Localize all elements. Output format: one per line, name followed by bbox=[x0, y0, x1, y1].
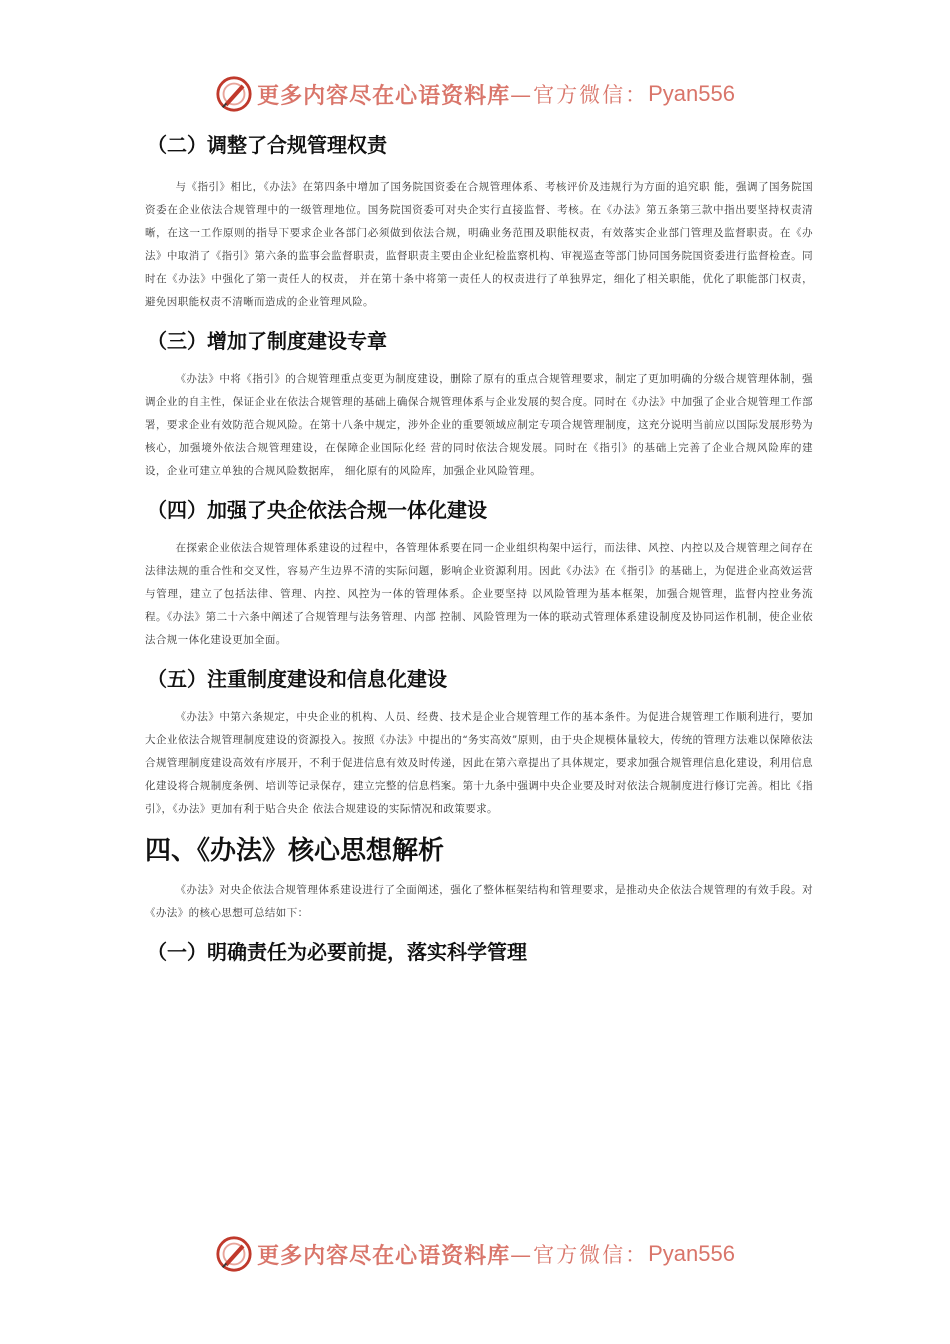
banner-official-text: —官方微信： bbox=[510, 83, 649, 107]
seal-logo-icon bbox=[215, 75, 253, 113]
document-body bbox=[145, 128, 813, 969]
section-paragraph: 《办法》中第六条规定，中央企业的机构、人员、经费、技术是企业合规管理工作的基本条件。为促进合规管理工作顺利进行，要加大企业依法合规管理制度建设的资源投入。按照《办法》中提出的“务实高效”原则，由于央企规模体量较大，传统的管理方法难以保障依法合规管理制度建设高效有序展开，不利于促进信息有效及时传递，因此在第六章提出了具体规定，要求加强合规管理信息化建设，利用信息化建设将合规制度条例、培训等记录保存，建立完整的信息档案。第十九条中强调中央企业要及时对依法合规制度进行修订完善。相比《指引》，《办法》更加有利于贴合央企 依法合规建设的实际情况和政策要求。 bbox=[145, 711, 813, 815]
banner-official-text: —官方微信： bbox=[510, 1243, 649, 1267]
banner-wechat-id: Pyan556 bbox=[648, 81, 735, 106]
section-2 bbox=[145, 128, 813, 314]
section-title: （五）注重制度建设和信息化建设 bbox=[147, 667, 447, 691]
section-4 bbox=[145, 493, 813, 652]
section-paragraph: 与《指引》相比，《办法》在第四条中增加了国务院国资委在合规管理体系、考核评价及违规行为方面的追究职 能，强调了国务院国资委在企业依法合规管理中的一级管理地位。国务院国资委可对央企实行直接监督、考核。在《办法》第五条第三款中指出要坚持权责清晰，在这一工作原则的指导下要求企业各部门必须做到依法合规，明确业务范围及职能权责，有效落实企业部门管理及监督职责。在《办法》中取消了《指引》第六条的监事会监督职责，监督职责主要由企业纪检监察机构、审视巡查等部门协同国务院国资委进行监督检查。同时在《办法》中强化了第一责任人的权责， 并在第十条中将第一责任人的权责进行了单独界定，细化了相关职能，优化了职能部门权责，避免因职能权责不清晰而造成的企业管理风险。 bbox=[145, 181, 813, 308]
section-title: （二）调整了合规管理权责 bbox=[147, 133, 387, 157]
footer-banner bbox=[0, 1232, 950, 1276]
chapter-4 bbox=[145, 829, 813, 969]
chapter-first-subtitle: （一）明确责任为必要前提，落实科学管理 bbox=[147, 940, 527, 964]
banner-brand-text: 更多内容尽在心语资料库 bbox=[257, 1242, 511, 1269]
banner-wechat-id: Pyan556 bbox=[648, 1241, 735, 1266]
seal-logo-icon bbox=[215, 1235, 253, 1273]
section-3 bbox=[145, 324, 813, 483]
section-5 bbox=[145, 662, 813, 821]
section-paragraph: 《办法》中将《指引》的合规管理重点变更为制度建设，删除了原有的重点合规管理要求，制定了更加明确的分级合规管理体制，强调企业的自主性，保证企业在依法合规管理的基础上确保合规管理体系与企业发展的契合度。同时在《办法》中加强了企业合规管理工作部署，要求企业有效防范合规风险。在第十八条中规定，涉外企业的重要领域应制定专项合规管理制度，这充分说明当前应以国际发展形势为核心，加强境外依法合规管理建设，在保障企业国际化经 营的同时依法合规发展。同时在《指引》的基础上完善了企业合规风险库的建设，企业可建立单独的合规风险数据库， 细化原有的风险库，加强企业风险管理。 bbox=[145, 373, 813, 477]
header-banner bbox=[0, 72, 950, 116]
chapter-intro: 《办法》对央企依法合规管理体系建设进行了全面阐述，强化了整体框架结构和管理要求，是推动央企依法合规管理的有效手段。对《办法》的核心思想可总结如下： bbox=[145, 884, 813, 919]
chapter-title: 四、《办法》核心思想解析 bbox=[145, 836, 445, 866]
section-paragraph: 在探索企业依法合规管理体系建设的过程中，各管理体系要在同一企业组织构架中运行，而法律、风控、内控以及合规管理之间存在法律法规的重合性和交叉性，容易产生边界不清的实际问题，影响企业资源利用。因此《办法》在《指引》的基础上，为促进企业高效运营与管理，建立了包括法律、管理、内控、风控为一体的管理体系。企业要坚持 以风险管理为基本框架，加强合规管理，监督内控业务流程。《办法》第二十六条中阐述了合规管理与法务管理、内部 控制、风险管理为一体的联动式管理体系建设制度及协同运作机制，使企业依法合规一体化建设更加全面。 bbox=[145, 542, 813, 646]
banner-brand-text: 更多内容尽在心语资料库 bbox=[257, 82, 511, 109]
section-title: （三）增加了制度建设专章 bbox=[147, 329, 387, 353]
section-title: （四）加强了央企依法合规一体化建设 bbox=[147, 498, 487, 522]
